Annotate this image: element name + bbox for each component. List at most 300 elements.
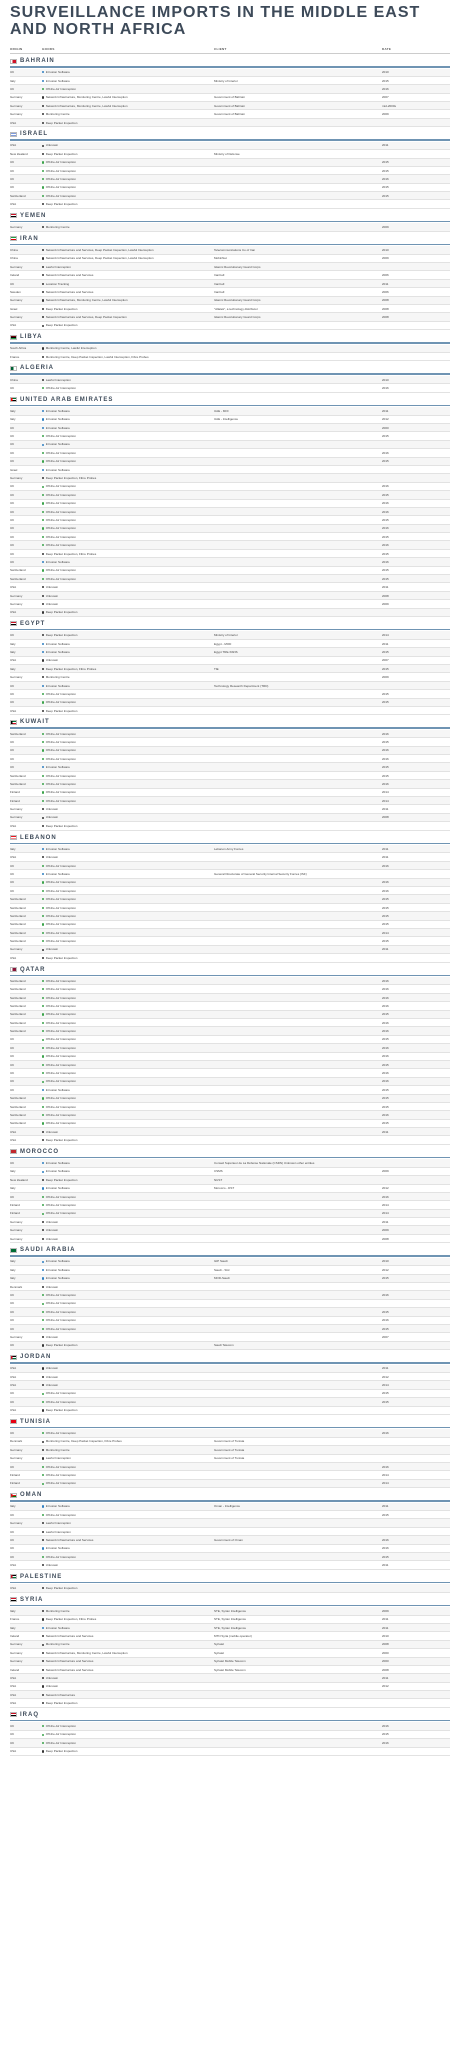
table-row: [10, 1120, 450, 1128]
goods-cell: [42, 1701, 214, 1705]
category-dot-icon: [42, 873, 44, 875]
origin-cell: UK: [10, 386, 15, 391]
category-dot-icon: [42, 865, 44, 867]
category-dot-icon: [42, 1401, 44, 1403]
date-cell: 2015: [382, 193, 389, 198]
date-cell: 2008: [382, 315, 389, 320]
date-cell: 2011: [382, 855, 389, 860]
bahrain-flag-icon: [10, 59, 17, 64]
category-dot-icon: [42, 659, 44, 661]
goods-cell: [42, 315, 214, 319]
date-cell: 2016: [382, 1537, 389, 1542]
origin-cell: Germany: [10, 601, 23, 606]
date-cell: 2011: [382, 585, 389, 590]
date-cell: 2006: [382, 273, 389, 278]
goods-cell: [42, 409, 214, 413]
goods-text: Off-the-Air Interception: [45, 534, 76, 539]
goods-cell: [42, 202, 214, 206]
table-row: [10, 937, 450, 945]
goods-cell: [42, 732, 214, 736]
client-cell: Syriatel: [214, 1642, 225, 1647]
client-cell: IranCell: [214, 289, 225, 294]
table-row: [10, 345, 450, 353]
table-row: [10, 1632, 450, 1640]
date-cell: 2009: [382, 1228, 389, 1233]
origin-cell: UK: [10, 86, 15, 91]
date-cell: 2011: [382, 1219, 389, 1224]
origin-cell: New Zealand: [10, 151, 28, 156]
origin-cell: Italy: [10, 641, 16, 646]
table-row: [10, 376, 450, 384]
table-row: [10, 1666, 450, 1674]
date-cell: 2011: [382, 1504, 389, 1509]
country-section-syria: [10, 1596, 450, 1708]
date-cell: 2016: [382, 863, 389, 868]
country-heading: [10, 333, 450, 341]
import-table: [10, 1503, 450, 1570]
goods-text: Network Infrastructure, Monitoring Centre, Lawful Interception: [45, 95, 128, 100]
date-cell: 2007: [382, 658, 389, 663]
import-table: [10, 845, 450, 962]
table-row: [10, 1616, 450, 1624]
origin-cell: New Zealand: [10, 1177, 28, 1182]
goods-cell: [42, 684, 214, 688]
section-divider: [10, 629, 450, 631]
goods-text: Network Infrastructure and Services, Deep Packet Inspection: [45, 315, 127, 320]
date-cell: 2016: [382, 176, 389, 181]
import-table: [10, 730, 450, 831]
date-cell: 2016: [382, 1020, 389, 1025]
section-divider: [10, 843, 450, 845]
client-cell: Islamic Revolutionary Guard Corps: [214, 298, 261, 303]
goods-cell: [42, 1586, 214, 1590]
goods-text: Off-the-Air Interception: [45, 1211, 76, 1216]
goods-cell: [42, 1741, 214, 1745]
category-dot-icon: [42, 1587, 44, 1589]
goods-cell: [42, 1521, 214, 1525]
table-row: [10, 1528, 450, 1536]
origin-cell: UK: [10, 1537, 15, 1542]
client-cell: Government of Tunisia: [214, 1456, 245, 1461]
table-row: [10, 1053, 450, 1061]
origin-cell: UK: [10, 756, 15, 761]
origin-cell: Germany: [10, 815, 23, 820]
goods-text: Off-the-Air Interception: [45, 1104, 76, 1109]
category-dot-icon: [42, 1344, 44, 1346]
table-row: [10, 322, 450, 330]
goods-cell: [42, 1749, 214, 1753]
goods-text: Intrusion Software: [45, 846, 70, 851]
client-cell: TIE: [214, 666, 219, 671]
goods-cell: [42, 426, 214, 430]
goods-text: Monitoring Centre: [45, 1447, 70, 1452]
category-dot-icon: [42, 733, 44, 735]
table-row: [10, 150, 450, 158]
origin-cell: France: [10, 354, 20, 359]
goods-text: Intrusion Software: [45, 417, 70, 422]
goods-cell: [42, 1724, 214, 1728]
category-dot-icon: [42, 486, 44, 488]
table-row: [10, 789, 450, 797]
table-row: [10, 449, 450, 457]
goods-cell: [42, 1693, 214, 1697]
date-cell: 2016: [382, 995, 389, 1000]
category-dot-icon: [42, 1449, 44, 1451]
origin-cell: Sweden: [10, 289, 21, 294]
category-dot-icon: [42, 1635, 44, 1637]
category-dot-icon: [42, 741, 44, 743]
category-dot-icon: [42, 685, 44, 687]
client-cell: Government of Bahrain: [214, 95, 246, 100]
origin-cell: USA: [10, 1692, 17, 1697]
date-cell: 2010: [382, 377, 389, 382]
goods-text: Unknown: [45, 1236, 59, 1241]
category-dot-icon: [42, 418, 44, 420]
category-dot-icon: [42, 195, 44, 197]
category-dot-icon: [42, 1627, 44, 1629]
column-origin: ORIGIN: [10, 47, 23, 51]
client-cell: Ministry of Defense: [214, 151, 240, 156]
table-row: [10, 567, 450, 575]
table-row: [10, 797, 450, 805]
table-row: [10, 1674, 450, 1682]
country-section-jordan: [10, 1353, 450, 1415]
goods-cell: [42, 1259, 214, 1263]
category-dot-icon: [42, 1531, 44, 1533]
table-row: [10, 870, 450, 878]
origin-cell: Germany: [10, 1659, 23, 1664]
client-cell: NUST: [214, 1177, 223, 1182]
table-row: [10, 1044, 450, 1052]
goods-text: Off-the-Air Interception: [45, 176, 76, 181]
country-heading: [10, 57, 450, 65]
table-row: [10, 755, 450, 763]
goods-cell: [42, 897, 214, 901]
goods-cell: [42, 501, 214, 505]
import-table: [10, 631, 450, 715]
origin-cell: Switzerland: [10, 1104, 26, 1109]
goods-cell: [42, 1285, 214, 1289]
goods-text: Deep Packet Inspection: [45, 120, 78, 125]
country-section-algeria: [10, 364, 450, 392]
goods-cell: [42, 1046, 214, 1050]
table-row: [10, 353, 450, 361]
country-section-libya: [10, 333, 450, 361]
category-dot-icon: [42, 578, 44, 580]
table-row: [10, 1185, 450, 1193]
goods-cell: [42, 282, 214, 286]
goods-text: Network Infrastructure, Monitoring Centre, Lawful Interception: [45, 103, 128, 108]
goods-cell: [42, 1237, 214, 1241]
origin-cell: Italy: [10, 417, 16, 422]
date-cell: 2015: [382, 517, 389, 522]
table-row: [10, 1446, 450, 1454]
goods-cell: [42, 1642, 214, 1646]
origin-cell: Germany: [10, 1456, 23, 1461]
goods-cell: [42, 273, 214, 277]
origin-cell: USA: [10, 1749, 17, 1754]
origin-cell: Italy: [10, 1259, 16, 1264]
origin-cell: USA: [10, 1374, 17, 1379]
goods-text: Deep Packet Inspection: [45, 1585, 78, 1590]
client-cell: Government of Tunisia: [214, 1439, 245, 1444]
table-row: [10, 85, 450, 93]
table-row: [10, 491, 450, 499]
country-section-bahrain: [10, 57, 450, 127]
origin-cell: Germany: [10, 1236, 23, 1241]
date-cell: 2015: [382, 434, 389, 439]
table-row: [10, 631, 450, 639]
country-name: SAUDI ARABIA: [20, 1247, 76, 1254]
origin-cell: Switzerland: [10, 773, 26, 778]
goods-text: Off-the-Air Interception: [45, 939, 76, 944]
goods-cell: [42, 1617, 214, 1621]
origin-cell: UK: [10, 176, 15, 181]
origin-cell: Germany: [10, 1228, 23, 1233]
date-cell: 2015: [382, 905, 389, 910]
goods-text: Deep Packet Inspection: [45, 1177, 78, 1182]
date-cell: 2011: [382, 1129, 389, 1134]
goods-cell: [42, 1473, 214, 1477]
table-row: [10, 845, 450, 853]
category-dot-icon: [42, 316, 44, 318]
date-cell: 2016: [382, 1071, 389, 1076]
goods-cell: [42, 1012, 214, 1016]
client-cell: Egypt TRE-SSNS: [214, 649, 238, 654]
country-name: UNITED ARAB EMIRATES: [20, 396, 114, 403]
israel-flag-icon: [10, 132, 17, 137]
country-name: TUNISIA: [20, 1418, 51, 1425]
goods-text: Off-the-Air Interception: [45, 1431, 76, 1436]
goods-cell: [42, 194, 214, 198]
client-cell: Conseil Supérieur de La Défense Nationale (CSDN) Unknown other entities: [214, 1161, 315, 1166]
goods-cell: [42, 667, 214, 671]
table-row: [10, 772, 450, 780]
table-row: [10, 1300, 450, 1308]
category-dot-icon: [42, 957, 44, 959]
origin-cell: Italy: [10, 1608, 16, 1613]
goods-text: Off-the-Air Interception: [45, 576, 76, 581]
table-row: [10, 458, 450, 466]
origin-cell: Germany: [10, 1642, 23, 1647]
table-row: [10, 1438, 450, 1446]
import-table: [10, 223, 450, 231]
morocco-flag-icon: [10, 1149, 17, 1154]
origin-cell: UK: [10, 700, 15, 705]
section-divider: [10, 975, 450, 977]
date-cell: 2016: [382, 501, 389, 506]
date-cell: 2011: [382, 1675, 389, 1680]
goods-cell: [42, 987, 214, 991]
category-dot-icon: [42, 980, 44, 982]
category-dot-icon: [42, 435, 44, 437]
table-row: [10, 904, 450, 912]
goods-text: Lawful Interception: [45, 264, 71, 269]
category-dot-icon: [42, 1734, 44, 1736]
origin-cell: Switzerland: [10, 913, 26, 918]
table-row: [10, 1333, 450, 1341]
origin-cell: UK: [10, 1194, 15, 1199]
goods-cell: [42, 1555, 214, 1559]
origin-cell: Germany: [10, 476, 23, 481]
country-section-lebanon: [10, 834, 450, 963]
table-row: [10, 313, 450, 321]
goods-cell: [42, 1071, 214, 1075]
goods-text: Intrusion Software: [45, 1259, 70, 1264]
goods-cell: [42, 906, 214, 910]
table-row: [10, 1095, 450, 1103]
import-table: [10, 345, 450, 362]
goods-text: Unknown: [45, 1219, 59, 1224]
goods-text: Unknown: [45, 1374, 59, 1379]
goods-cell: [42, 493, 214, 497]
table-row: [10, 1748, 450, 1756]
goods-text: Off-the-Air Interception: [45, 1740, 76, 1745]
import-table: [10, 376, 450, 393]
column-goods: GOODS: [42, 47, 55, 51]
goods-cell: [42, 1513, 214, 1517]
origin-cell: China: [10, 377, 18, 382]
date-cell: 2015: [382, 700, 389, 705]
goods-cell: [42, 121, 214, 125]
goods-cell: [42, 1431, 214, 1435]
origin-cell: USA: [10, 585, 17, 590]
goods-text: Off-the-Air Interception: [45, 543, 76, 548]
origin-cell: UK: [10, 517, 15, 522]
table-row: [10, 516, 450, 524]
origin-cell: Switzerland: [10, 897, 26, 902]
origin-cell: UK: [10, 1732, 15, 1737]
client-cell: Saudi Telecom: [214, 1343, 234, 1348]
goods-cell: [42, 880, 214, 884]
category-dot-icon: [42, 1204, 44, 1206]
section-divider: [10, 1255, 450, 1257]
category-dot-icon: [42, 553, 44, 555]
table-row: [10, 1407, 450, 1415]
client-cell: STE, Syrian Intelligence: [214, 1608, 247, 1613]
origin-cell: Finland: [10, 1481, 20, 1486]
goods-cell: [42, 1626, 214, 1630]
category-dot-icon: [42, 710, 44, 712]
section-divider: [10, 66, 450, 68]
category-dot-icon: [42, 1311, 44, 1313]
country-heading: [10, 1246, 450, 1254]
goods-cell: [42, 323, 214, 327]
section-divider: [10, 1427, 450, 1429]
date-cell: 2015: [382, 1096, 389, 1101]
date-cell: 2016: [382, 978, 389, 983]
goods-text: Network Infrastructure: [45, 1692, 76, 1697]
origin-cell: UK: [10, 1529, 15, 1534]
goods-text: Off-the-Air Interception: [45, 922, 76, 927]
goods-cell: [42, 1054, 214, 1058]
goods-cell: [42, 112, 214, 116]
country-name: OMAN: [20, 1492, 43, 1499]
origin-cell: UK: [10, 1724, 15, 1729]
client-cell: Syriatel: [214, 1650, 225, 1655]
category-dot-icon: [42, 595, 44, 597]
origin-cell: Italy: [10, 649, 16, 654]
category-dot-icon: [42, 203, 44, 205]
date-cell: 2016: [382, 1029, 389, 1034]
goods-cell: [42, 1301, 214, 1305]
table-row: [10, 1069, 450, 1077]
category-dot-icon: [42, 693, 44, 695]
country-heading: [10, 212, 450, 220]
category-dot-icon: [42, 153, 44, 155]
country-heading: [10, 1573, 450, 1581]
goods-cell: [42, 594, 214, 598]
table-row: [10, 1128, 450, 1136]
category-dot-icon: [42, 1457, 44, 1459]
goods-text: Unknown: [45, 1129, 59, 1134]
goods-cell: [42, 807, 214, 811]
goods-cell: [42, 1530, 214, 1534]
origin-cell: UK: [10, 1554, 15, 1559]
category-dot-icon: [42, 1196, 44, 1198]
goods-cell: [42, 1504, 214, 1508]
date-cell: 2008: [382, 815, 389, 820]
origin-cell: Ireland: [10, 273, 20, 278]
origin-cell: UK: [10, 534, 15, 539]
goods-text: Off-the-Air Interception: [45, 1045, 76, 1050]
country-name: YEMEN: [20, 212, 47, 219]
category-dot-icon: [42, 325, 44, 327]
goods-text: Network Infrastructure and Services: [45, 273, 94, 278]
goods-cell: [42, 1063, 214, 1067]
goods-cell: [42, 526, 214, 530]
date-cell: 2011: [382, 1563, 389, 1568]
country-section-saudi-arabia: [10, 1246, 450, 1350]
category-dot-icon: [42, 1179, 44, 1181]
origin-cell: Switzerland: [10, 930, 26, 935]
date-cell: 2009: [382, 1169, 389, 1174]
category-dot-icon: [42, 519, 44, 521]
origin-cell: UK: [10, 1512, 15, 1517]
origin-cell: Germany: [10, 1447, 23, 1452]
goods-text: Intrusion Software: [45, 641, 70, 646]
category-dot-icon: [42, 1556, 44, 1558]
table-row: [10, 102, 450, 110]
origin-cell: UK: [10, 1054, 15, 1059]
tunisia-flag-icon: [10, 1419, 17, 1424]
goods-text: Deep Packet Inspection, Fibre Probes: [45, 476, 97, 481]
category-dot-icon: [42, 283, 44, 285]
origin-cell: UK: [10, 1161, 15, 1166]
goods-text: Off-the-Air Interception: [45, 978, 76, 983]
goods-text: Off-the-Air Interception: [45, 1112, 76, 1117]
date-cell: 2015: [382, 534, 389, 539]
goods-text: Off-the-Air Interception: [45, 1309, 76, 1314]
origin-cell: Switzerland: [10, 939, 26, 944]
goods-text: Off-the-Air Interception: [45, 86, 76, 91]
country-heading: [10, 1353, 450, 1361]
table-row: [10, 77, 450, 85]
import-table: [10, 1607, 450, 1708]
origin-cell: UK: [10, 509, 15, 514]
goods-text: Unknown: [45, 1366, 59, 1371]
goods-text: Off-the-Air Interception: [45, 168, 76, 173]
category-dot-icon: [42, 1618, 44, 1620]
goods-cell: [42, 543, 214, 547]
date-cell: 2000: [382, 1659, 389, 1664]
goods-text: Off-the-Air Interception: [45, 888, 76, 893]
country-name: IRAQ: [20, 1711, 39, 1718]
goods-cell: [42, 1220, 214, 1224]
category-dot-icon: [42, 1139, 44, 1141]
date-cell: 2010: [382, 247, 389, 252]
country-name: SYRIA: [20, 1596, 44, 1603]
